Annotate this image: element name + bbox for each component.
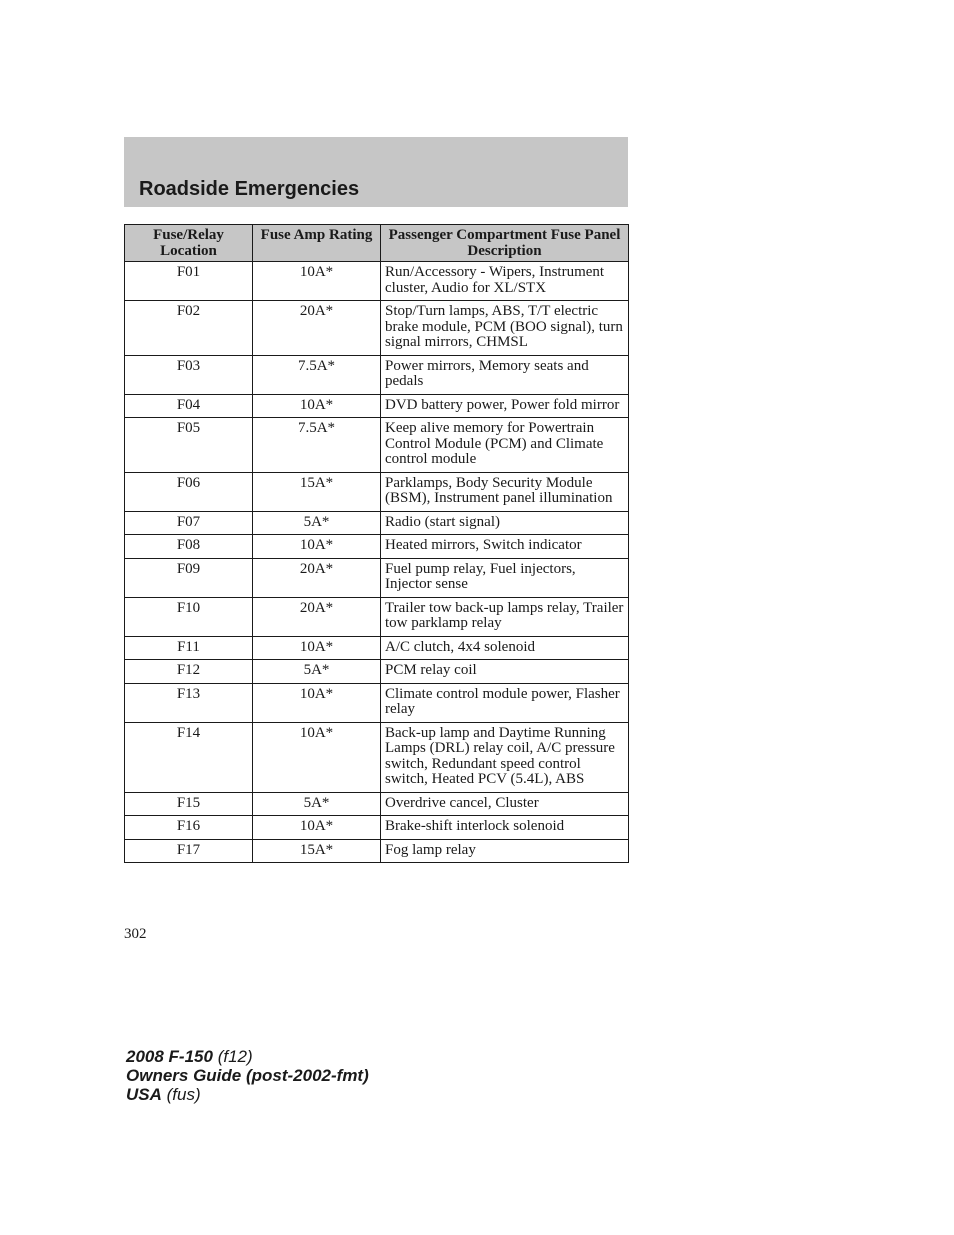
table-row <box>125 597 629 636</box>
footer-line-guide <box>126 1066 369 1085</box>
table-row <box>125 301 629 356</box>
table-row <box>125 472 629 511</box>
fuse-location: F05 <box>125 418 253 473</box>
table-row <box>125 660 629 684</box>
table-row <box>125 262 629 301</box>
fuse-location: F04 <box>125 394 253 418</box>
footer-guide: Owners Guide (post-2002-fmt) <box>126 1066 369 1085</box>
table-row <box>125 816 629 840</box>
table-header-row <box>125 225 629 262</box>
fuse-amp-rating: 5A* <box>253 792 381 816</box>
fuse-amp-rating: 5A* <box>253 511 381 535</box>
fuse-amp-rating: 20A* <box>253 558 381 597</box>
table-row <box>125 394 629 418</box>
table-row <box>125 722 629 792</box>
fuse-description: Radio (start signal) <box>381 511 629 535</box>
fuse-amp-rating: 15A* <box>253 839 381 863</box>
fuse-amp-rating: 10A* <box>253 394 381 418</box>
fuse-location: F03 <box>125 355 253 394</box>
fuse-description: Keep alive memory for Powertrain Control Module (PCM) and Climate control module <box>381 418 629 473</box>
fuse-description: Back-up lamp and Daytime Running Lamps (DRL) relay coil, A/C pressure switch, Redundant speed control switch, Heated PCV (5.4L), ABS <box>381 722 629 792</box>
fuse-amp-rating: 10A* <box>253 722 381 792</box>
fuse-description: Fog lamp relay <box>381 839 629 863</box>
fuse-amp-rating: 20A* <box>253 301 381 356</box>
fuse-location: F14 <box>125 722 253 792</box>
fuse-location: F09 <box>125 558 253 597</box>
fuse-description: Run/Accessory - Wipers, Instrument cluster, Audio for XL/STX <box>381 262 629 301</box>
table-row <box>125 511 629 535</box>
fuse-amp-rating: 5A* <box>253 660 381 684</box>
fuse-amp-rating: 7.5A* <box>253 418 381 473</box>
footer-line-market <box>126 1085 369 1104</box>
fuse-description: Brake-shift interlock solenoid <box>381 816 629 840</box>
fuse-location: F17 <box>125 839 253 863</box>
fuse-amp-rating: 10A* <box>253 683 381 722</box>
table-row <box>125 535 629 559</box>
fuse-amp-rating: 10A* <box>253 636 381 660</box>
fuse-description: Trailer tow back-up lamps relay, Trailer tow parklamp relay <box>381 597 629 636</box>
fuse-description: Overdrive cancel, Cluster <box>381 792 629 816</box>
fuse-description: Power mirrors, Memory seats and pedals <box>381 355 629 394</box>
fuse-description: DVD battery power, Power fold mirror <box>381 394 629 418</box>
fuse-location: F16 <box>125 816 253 840</box>
fuse-location: F02 <box>125 301 253 356</box>
fuse-amp-rating: 10A* <box>253 535 381 559</box>
page-number: 302 <box>124 926 147 942</box>
fuse-amp-rating: 10A* <box>253 262 381 301</box>
table-row <box>125 839 629 863</box>
fuse-amp-rating: 20A* <box>253 597 381 636</box>
footer-market-code: (fus) <box>166 1085 201 1104</box>
section-title: Roadside Emergencies <box>139 178 360 200</box>
fuse-location: F08 <box>125 535 253 559</box>
table-row <box>125 683 629 722</box>
fuse-description: PCM relay coil <box>381 660 629 684</box>
fuse-location: F12 <box>125 660 253 684</box>
table-row <box>125 355 629 394</box>
fuse-amp-rating: 10A* <box>253 816 381 840</box>
table-row <box>125 792 629 816</box>
fuse-description: Parklamps, Body Security Module (BSM), Instrument panel illumination <box>381 472 629 511</box>
column-header-amp-rating: Fuse Amp Rating <box>253 225 381 262</box>
fuse-description: A/C clutch, 4x4 solenoid <box>381 636 629 660</box>
fuse-location: F01 <box>125 262 253 301</box>
fuse-location: F10 <box>125 597 253 636</box>
fuse-description: Fuel pump relay, Fuel injectors, Injector sense <box>381 558 629 597</box>
fuse-location: F06 <box>125 472 253 511</box>
footer-line-model <box>126 1047 369 1066</box>
table-row <box>125 418 629 473</box>
fuse-location: F13 <box>125 683 253 722</box>
footer-model-code: (f12) <box>217 1047 253 1066</box>
table-row <box>125 558 629 597</box>
footer-model: 2008 F-150 <box>126 1047 213 1066</box>
fuse-location: F15 <box>125 792 253 816</box>
fuse-location: F07 <box>125 511 253 535</box>
fuse-description: Stop/Turn lamps, ABS, T/T electric brake module, PCM (BOO signal), turn signal mirrors, CHMSL <box>381 301 629 356</box>
fuse-description: Climate control module power, Flasher relay <box>381 683 629 722</box>
fuse-amp-rating: 7.5A* <box>253 355 381 394</box>
fuse-amp-rating: 15A* <box>253 472 381 511</box>
column-header-location: Fuse/Relay Location <box>125 225 253 262</box>
column-header-description: Passenger Compartment Fuse Panel Description <box>381 225 629 262</box>
fuse-description: Heated mirrors, Switch indicator <box>381 535 629 559</box>
document-footer <box>126 1047 369 1104</box>
table-row <box>125 636 629 660</box>
fuse-table <box>124 224 629 863</box>
fuse-location: F11 <box>125 636 253 660</box>
footer-market: USA <box>126 1085 162 1104</box>
